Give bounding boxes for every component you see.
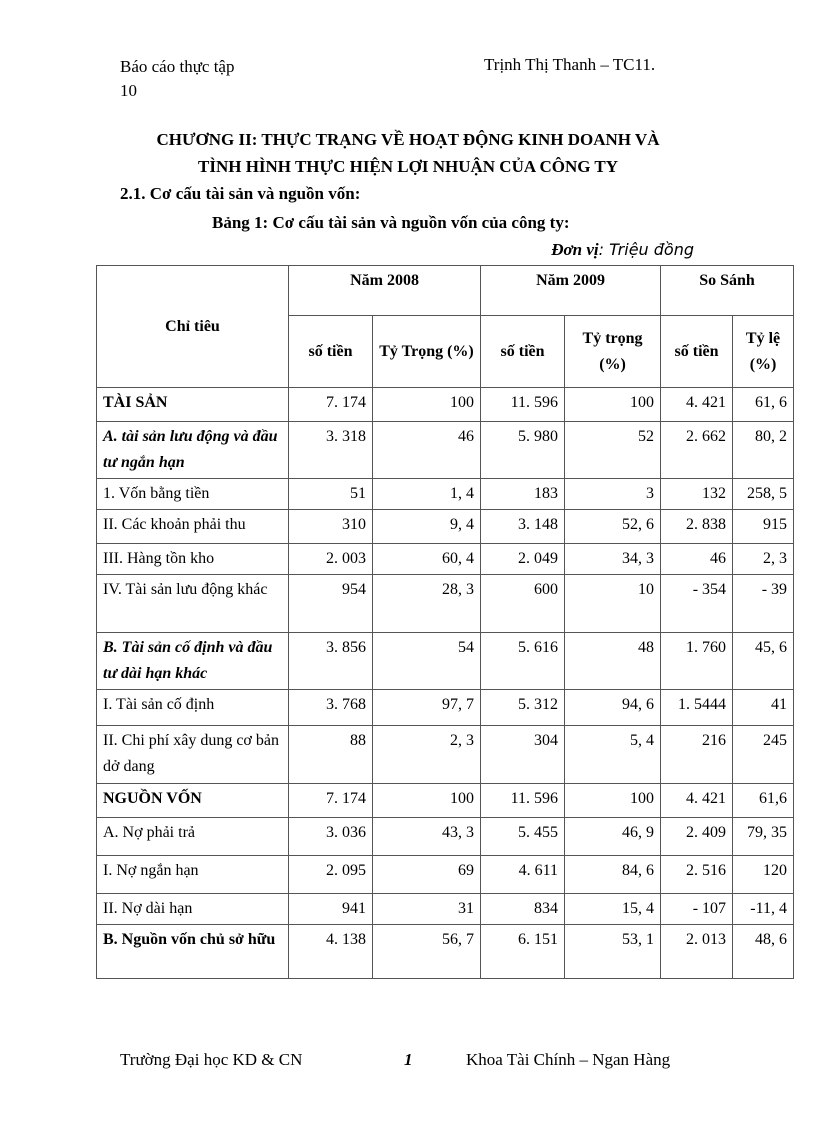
header-chi-tieu: Chỉ tiêu xyxy=(97,266,289,388)
row-value: 56, 7 xyxy=(373,925,481,979)
row-value: 11. 596 xyxy=(481,784,565,818)
table-row xyxy=(97,784,794,818)
row-label: II. Chi phí xây dung cơ bản dở dang xyxy=(97,726,289,784)
row-label: TÀI SẢN xyxy=(97,388,289,422)
row-value: 258, 5 xyxy=(733,479,794,510)
row-value: 132 xyxy=(661,479,733,510)
row-value: 100 xyxy=(373,388,481,422)
row-value: 45, 6 xyxy=(733,633,794,690)
header-nam-2009: Năm 2009 xyxy=(481,266,661,316)
row-value: 80, 2 xyxy=(733,422,794,479)
header-so-tien-2008: số tiền xyxy=(289,316,373,388)
row-value: 5. 980 xyxy=(481,422,565,479)
row-value: 41 xyxy=(733,690,794,726)
row-value: 61, 6 xyxy=(733,388,794,422)
row-label: 1. Vốn bằng tiền xyxy=(97,479,289,510)
row-value: 3. 768 xyxy=(289,690,373,726)
header-left xyxy=(120,55,234,103)
row-label: NGUỒN VỐN xyxy=(97,784,289,818)
row-value: 304 xyxy=(481,726,565,784)
row-value: 2. 409 xyxy=(661,818,733,856)
row-value: 2. 838 xyxy=(661,510,733,544)
row-value: 1, 4 xyxy=(373,479,481,510)
row-value: 2, 3 xyxy=(373,726,481,784)
header-nam-2008: Năm 2008 xyxy=(289,266,481,316)
row-value: 3 xyxy=(565,479,661,510)
table-row xyxy=(97,388,794,422)
row-value: 46 xyxy=(661,544,733,575)
row-value: 69 xyxy=(373,856,481,894)
row-value: 15, 4 xyxy=(565,894,661,925)
row-value: 3. 148 xyxy=(481,510,565,544)
row-value: 10 xyxy=(565,575,661,633)
row-label: A. Nợ phải trả xyxy=(97,818,289,856)
chapter-title-line2: TÌNH HÌNH THỰC HIỆN LỢI NHUẬN CỦA CÔNG TY xyxy=(197,157,619,176)
header-page-ref: 10 xyxy=(120,81,137,100)
row-value: 600 xyxy=(481,575,565,633)
row-value: 11. 596 xyxy=(481,388,565,422)
row-value: 5, 4 xyxy=(565,726,661,784)
row-value: 834 xyxy=(481,894,565,925)
table-row xyxy=(97,544,794,575)
row-value: 61,6 xyxy=(733,784,794,818)
row-value: 4. 421 xyxy=(661,388,733,422)
row-value: 183 xyxy=(481,479,565,510)
row-value: 52, 6 xyxy=(565,510,661,544)
table-title: Bảng 1: Cơ cấu tài sản và nguồn vốn của công ty: xyxy=(212,213,570,232)
row-value: 3. 856 xyxy=(289,633,373,690)
header-ty-le: Tỷ lệ (%) xyxy=(733,316,794,388)
row-label: IV. Tài sản lưu động khác xyxy=(97,575,289,633)
row-value: 79, 35 xyxy=(733,818,794,856)
row-value: 310 xyxy=(289,510,373,544)
row-value: 28, 3 xyxy=(373,575,481,633)
header-ty-trong-2008: Tỷ Trọng (%) xyxy=(373,316,481,388)
row-value: 100 xyxy=(373,784,481,818)
row-value: 1. 760 xyxy=(661,633,733,690)
row-label: III. Hàng tồn kho xyxy=(97,544,289,575)
unit-label: Đơn vị xyxy=(551,240,599,259)
table-row xyxy=(97,422,794,479)
asset-capital-table xyxy=(96,265,794,979)
row-value: 9, 4 xyxy=(373,510,481,544)
row-label: I. Tài sản cố định xyxy=(97,690,289,726)
row-value: -11, 4 xyxy=(733,894,794,925)
row-value: 915 xyxy=(733,510,794,544)
row-value: 2, 3 xyxy=(733,544,794,575)
row-value: 3. 318 xyxy=(289,422,373,479)
row-value: 43, 3 xyxy=(373,818,481,856)
row-value: 34, 3 xyxy=(565,544,661,575)
header-report-title: Báo cáo thực tập xyxy=(120,57,235,76)
table-row xyxy=(97,510,794,544)
table-row xyxy=(97,818,794,856)
table-row xyxy=(97,726,794,784)
header-so-tien-2009: số tiền xyxy=(481,316,565,388)
row-value: 100 xyxy=(565,388,661,422)
row-value: 2. 003 xyxy=(289,544,373,575)
row-value: 4. 611 xyxy=(481,856,565,894)
chapter-title-line1: CHƯƠNG II: THỰC TRẠNG VỀ HOẠT ĐỘNG KINH DOANH VÀ xyxy=(156,130,660,149)
table-row xyxy=(97,856,794,894)
row-value: 245 xyxy=(733,726,794,784)
row-value: 4. 138 xyxy=(289,925,373,979)
row-value: 2. 516 xyxy=(661,856,733,894)
header-so-tien-so-sanh: số tiền xyxy=(661,316,733,388)
row-label: II. Các khoản phải thu xyxy=(97,510,289,544)
row-value: 2. 662 xyxy=(661,422,733,479)
row-value: 48 xyxy=(565,633,661,690)
header-so-sanh: So Sánh xyxy=(661,266,794,316)
row-value: 5. 455 xyxy=(481,818,565,856)
footer-school: Trường Đại học KD & CN xyxy=(120,1050,303,1069)
table-row xyxy=(97,575,794,633)
unit-value: : Triệu đồng xyxy=(598,240,694,259)
row-value: 84, 6 xyxy=(565,856,661,894)
row-value: - 354 xyxy=(661,575,733,633)
section-title: 2.1. Cơ cấu tài sản và nguồn vốn: xyxy=(120,184,361,203)
row-value: 51 xyxy=(289,479,373,510)
row-value: 5. 616 xyxy=(481,633,565,690)
table-row xyxy=(97,925,794,979)
row-value: 120 xyxy=(733,856,794,894)
row-value: 48, 6 xyxy=(733,925,794,979)
table-row xyxy=(97,479,794,510)
row-value: 2. 049 xyxy=(481,544,565,575)
row-value: 941 xyxy=(289,894,373,925)
row-value: 7. 174 xyxy=(289,388,373,422)
row-label: II. Nợ dài hạn xyxy=(97,894,289,925)
row-value: 954 xyxy=(289,575,373,633)
row-value: 5. 312 xyxy=(481,690,565,726)
row-value: 6. 151 xyxy=(481,925,565,979)
row-label: B. Nguồn vốn chủ sở hữu xyxy=(97,925,289,979)
row-label: I. Nợ ngắn hạn xyxy=(97,856,289,894)
row-value: 88 xyxy=(289,726,373,784)
row-value: 94, 6 xyxy=(565,690,661,726)
row-value: 7. 174 xyxy=(289,784,373,818)
row-value: 31 xyxy=(373,894,481,925)
row-value: 2. 013 xyxy=(661,925,733,979)
row-value: 100 xyxy=(565,784,661,818)
row-value: - 39 xyxy=(733,575,794,633)
row-value: 60, 4 xyxy=(373,544,481,575)
header-author: Trịnh Thị Thanh – TC11. xyxy=(484,55,656,74)
row-value: 53, 1 xyxy=(565,925,661,979)
row-label: B. Tài sản cố định và đầu tư dài hạn khác xyxy=(97,633,289,690)
row-value: 97, 7 xyxy=(373,690,481,726)
header-ty-trong-2009: Tỷ trọng (%) xyxy=(565,316,661,388)
row-value: 2. 095 xyxy=(289,856,373,894)
row-value: 3. 036 xyxy=(289,818,373,856)
row-value: 46, 9 xyxy=(565,818,661,856)
row-value: 54 xyxy=(373,633,481,690)
row-value: 4. 421 xyxy=(661,784,733,818)
table-body xyxy=(97,388,794,979)
row-label: A. tài sản lưu động và đầu tư ngắn hạn xyxy=(97,422,289,479)
footer-faculty: Khoa Tài Chính – Ngan Hàng xyxy=(466,1050,671,1069)
unit-note xyxy=(551,240,694,260)
row-value: 216 xyxy=(661,726,733,784)
table-row xyxy=(97,894,794,925)
row-value: - 107 xyxy=(661,894,733,925)
footer-page-number: 1 xyxy=(404,1050,413,1069)
table-row xyxy=(97,690,794,726)
row-value: 46 xyxy=(373,422,481,479)
row-value: 52 xyxy=(565,422,661,479)
table-row xyxy=(97,633,794,690)
row-value: 1. 5444 xyxy=(661,690,733,726)
